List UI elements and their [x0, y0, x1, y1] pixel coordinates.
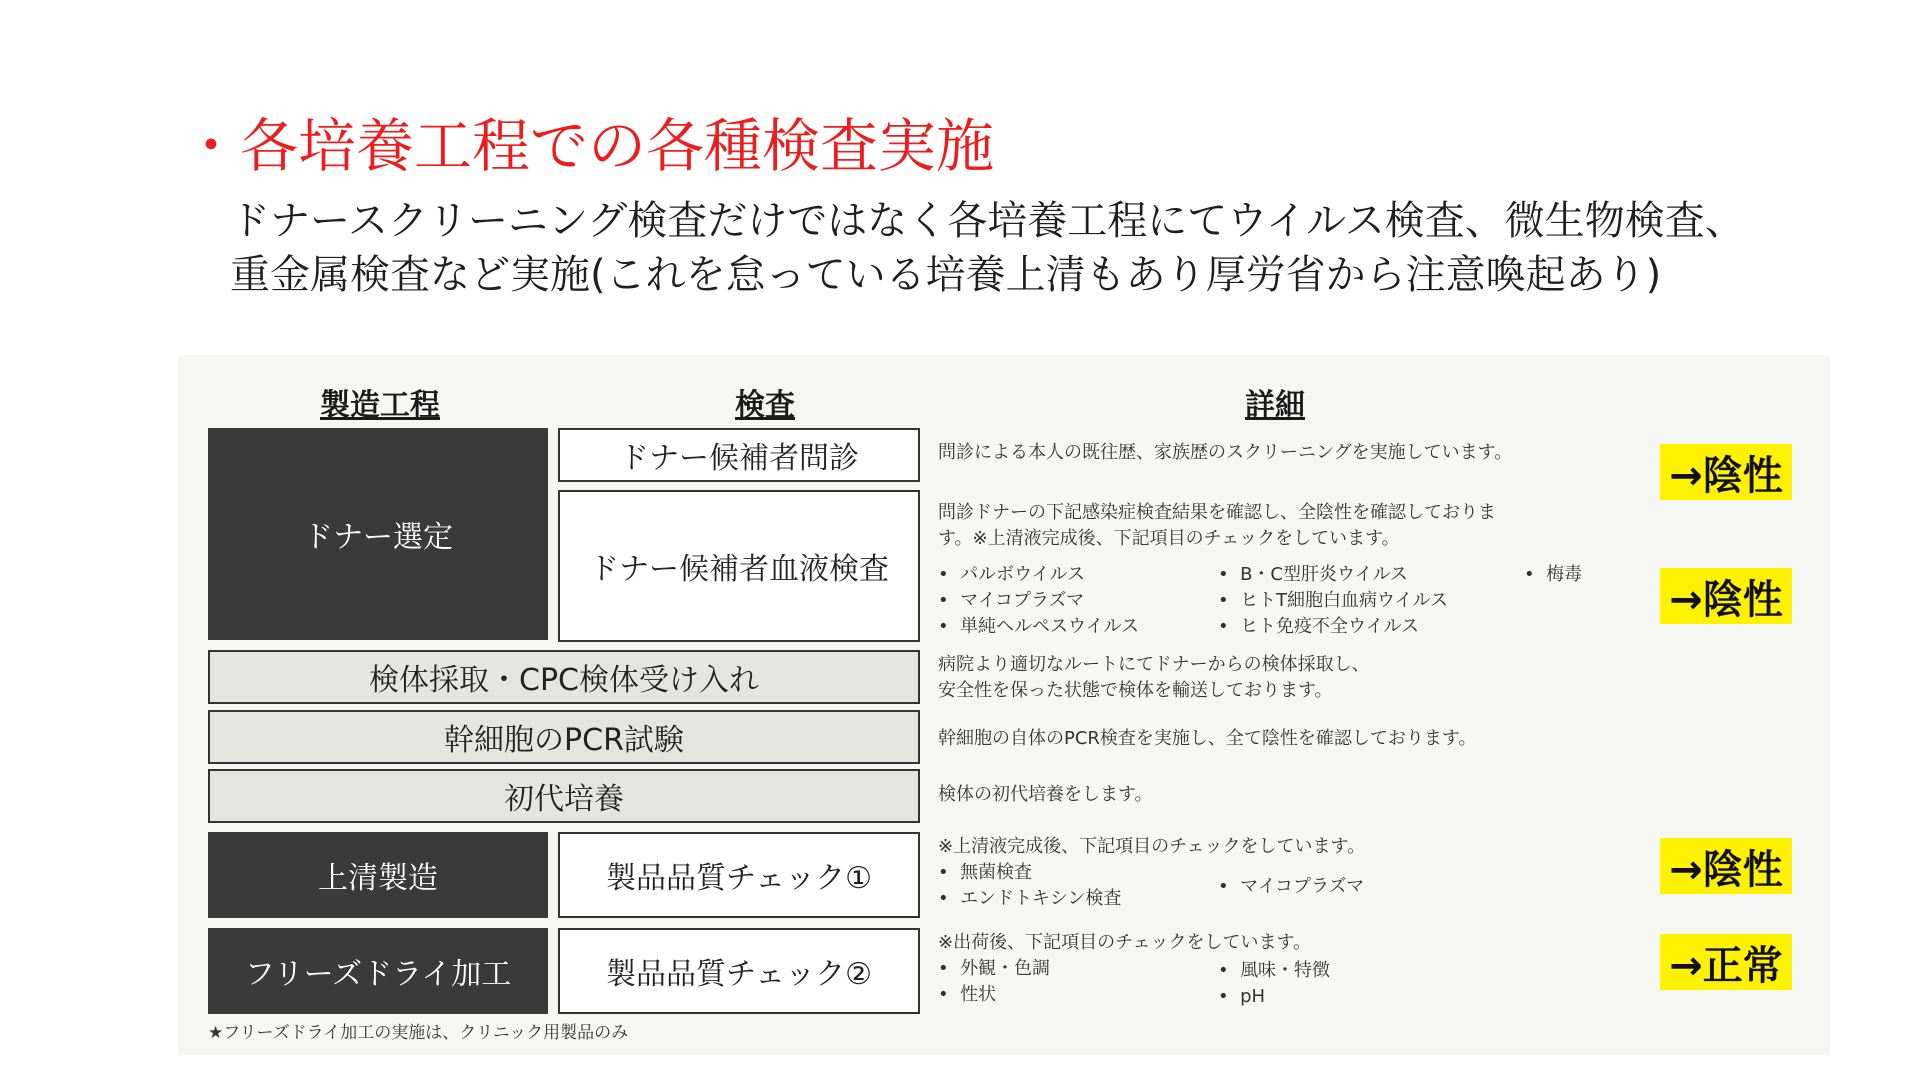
intro-line-1: ドナースクリーニング検査だけではなく各培養工程にてウイルス検査、微生物検査、 [230, 198, 1745, 244]
detail-qc1-intro: ※上清液完成後、下記項目のチェックをしています。 [938, 836, 1366, 857]
process-pcr-test: 幹細胞のPCR試験 [208, 710, 920, 764]
intro-text [230, 194, 1745, 302]
column-header-test: 検査 [735, 388, 795, 423]
slide-heading: ・各培養工程での各種検査実施 [182, 112, 995, 180]
list-item: • マイコプラズマ [938, 590, 1085, 611]
detail-pcr: 幹細胞の自体のPCR検査を実施し、全て陰性を確認しております。 [938, 728, 1477, 749]
detail-blood-line-2: す。※上清液完成後、下記項目のチェックをしています。 [938, 528, 1400, 549]
detail-blood-line-1: 問診ドナーの下記感染症検査結果を確認し、全陰性を確認しておりま [938, 502, 1496, 523]
column-header-process: 製造工程 [320, 388, 440, 423]
list-item: • エンドトキシン検査 [938, 888, 1122, 909]
list-item: • パルボウイルス [938, 564, 1085, 585]
result-badge-negative-2: →陰性 [1660, 568, 1792, 624]
column-header-detail: 詳細 [1245, 388, 1305, 423]
process-freeze-dry: フリーズドライ加工 [208, 928, 548, 1014]
test-donor-blood: ドナー候補者血液検査 [558, 490, 920, 642]
list-item: • 梅毒 [1524, 564, 1583, 585]
list-item: • 風味・特徴 [1218, 960, 1331, 981]
list-item: • ヒト免疫不全ウイルス [1218, 616, 1419, 637]
test-quality-check-1: 製品品質チェック① [558, 832, 920, 918]
detail-collect-line-2: 安全性を保った状態で検体を輸送しております。 [938, 680, 1333, 701]
list-item: • 無菌検査 [938, 862, 1033, 883]
list-item: • 外観・色調 [938, 958, 1051, 979]
detail-collect-line-1: 病院より適切なルートにてドナーからの検体採取し、 [938, 654, 1370, 675]
result-badge-normal: →正常 [1660, 934, 1792, 990]
process-donor-selection: ドナー選定 [208, 428, 548, 640]
list-item: • 単純ヘルペスウイルス [938, 616, 1139, 637]
detail-qc2-intro: ※出荷後、下記項目のチェックをしています。 [938, 932, 1312, 953]
test-quality-check-2: 製品品質チェック② [558, 928, 920, 1014]
process-sample-collection: 検体採取・CPC検体受け入れ [208, 650, 920, 704]
process-primary-culture: 初代培養 [208, 769, 920, 823]
result-badge-negative-3: →陰性 [1660, 838, 1792, 894]
list-item: • B・C型肝炎ウイルス [1218, 564, 1408, 585]
test-donor-interview: ドナー候補者問診 [558, 428, 920, 482]
list-item: • マイコプラズマ [1218, 876, 1365, 897]
footnote: ★フリーズドライ加工の実施は、クリニック用製品のみ [208, 1023, 629, 1043]
intro-line-2: 重金属検査など実施(これを怠っている培養上清もあり厚労省から注意喚起あり) [230, 252, 1662, 298]
list-item: • ヒトT細胞白血病ウイルス [1218, 590, 1448, 611]
list-item: • 性状 [938, 984, 997, 1005]
list-item: • pH [1218, 986, 1266, 1007]
detail-interview: 問診による本人の既往歴、家族歴のスクリーニングを実施しています。 [938, 442, 1513, 463]
detail-primary: 検体の初代培養をします。 [938, 784, 1153, 805]
result-badge-negative-1: →陰性 [1660, 444, 1792, 500]
process-supernatant: 上清製造 [208, 832, 548, 918]
